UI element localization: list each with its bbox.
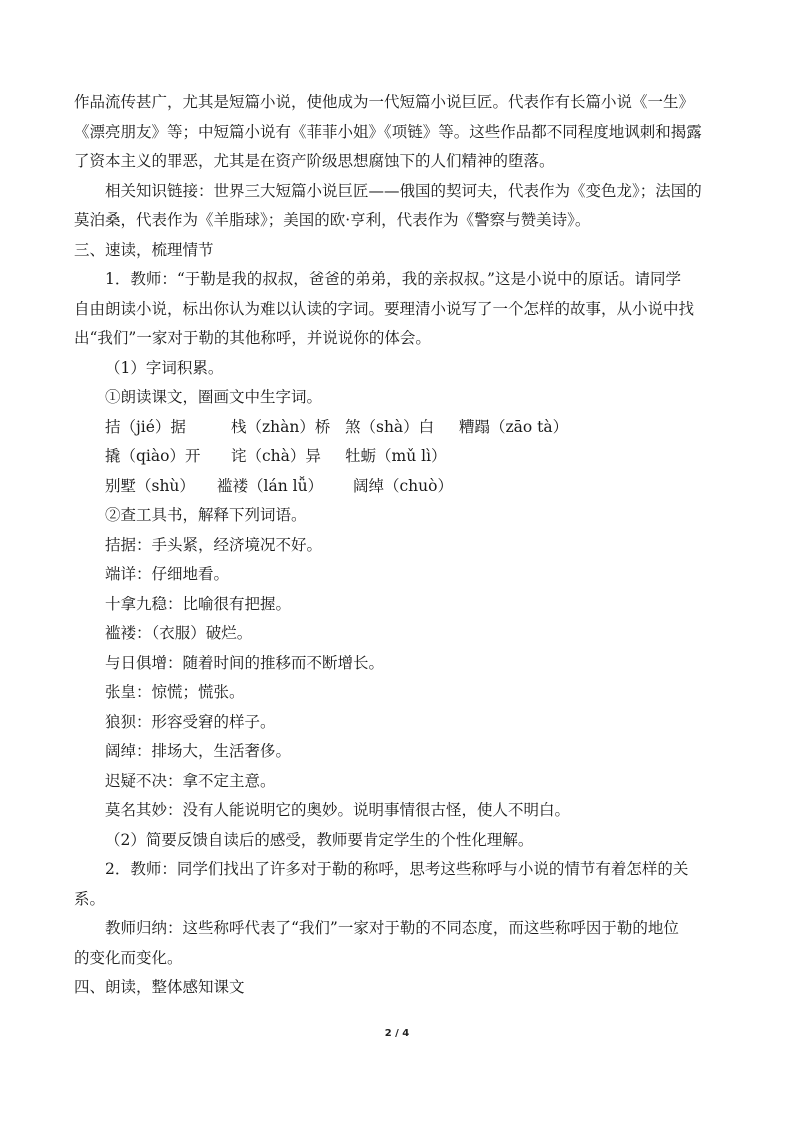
- paragraph-line: （2）简要反馈自读后的感受，教师要肯定学生的个性化理解。: [105, 830, 534, 849]
- vocab-item: 煞（shà）白: [345, 417, 435, 436]
- definition-line: 阔绰：排场大，生活奢侈。: [105, 742, 292, 760]
- vocab-row: [74, 442, 720, 472]
- paragraph-line: 2．教师：同学们找出了许多对于勒的称呼，思考这些称呼与小说的情节有着怎样的关: [105, 860, 689, 878]
- section-heading: 三、速读，梳理情节: [74, 240, 214, 259]
- vocab-item: 栈（zhàn）桥: [231, 417, 331, 436]
- paragraph-line: 《漂亮朋友》等；中短篇小说有《菲菲小姐》《项链》等。这些作品都不同程度地讽刺和揭露: [74, 122, 702, 141]
- paragraph-line: 相关知识链接：世界三大短篇小说巨匠——俄国的契诃夫，代表作为《变色龙》；法国的: [105, 181, 702, 200]
- paragraph-line: ②查工具书，解释下列词语。: [105, 506, 307, 524]
- vocab-item: 糟蹋（zāo tà）: [459, 417, 569, 436]
- vocab-row: [74, 413, 720, 443]
- definition-line: 迟疑不决：拿不定主意。: [105, 771, 276, 790]
- vocab-item: 褴褛（lán lǚ）: [217, 476, 324, 495]
- paragraph-line: 出“我们”一家对于勒的其他称呼，并说说你的体会。: [74, 329, 431, 347]
- paragraph-line: 了资本主义的罪恶，尤其是在资产阶级思想腐蚀下的人们精神的堕落。: [74, 152, 555, 170]
- subheading: （1）字词积累。: [105, 358, 224, 377]
- paragraph-line: 系。: [74, 889, 106, 908]
- paragraph-line: 作品流传甚广，尤其是短篇小说，使他成为一代短篇小说巨匠。代表作有长篇小说《一生》: [74, 93, 695, 111]
- definition-line: 褴褛：（衣服）破烂。: [105, 624, 253, 642]
- vocab-row: [74, 472, 720, 502]
- definition-line: 十拿九稳：比喻很有把握。: [105, 594, 292, 613]
- paragraph-line: 莫泊桑，代表作为《羊脂球》；美国的欧·亨利，代表作为《警察与赞美诗》。: [74, 211, 591, 229]
- page-number: 2 / 4: [384, 1028, 410, 1039]
- definition-line: 张皇：惊慌；慌张。: [105, 683, 245, 701]
- paragraph-line: 教师归纳：这些称呼代表了“我们”一家对于勒的不同态度，而这些称呼因于勒的地位: [105, 919, 679, 937]
- definition-line: 莫名其妙：没有人能说明它的奥妙。说明事情很古怪，使人不明白。: [105, 801, 571, 819]
- vocab-item: 阔绰（chuò）: [353, 476, 453, 495]
- section-heading: 四、朗读，整体感知课文: [74, 978, 245, 996]
- paragraph-line: 的变化而变化。: [74, 948, 183, 967]
- vocab-item: 撬（qiào）开: [105, 447, 201, 465]
- vocab-item: 拮（jié）据: [105, 417, 186, 436]
- definition-line: 与日俱增：随着时间的推移而不断增长。: [105, 653, 385, 672]
- paragraph-line: 自由朗读小说，标出你认为难以认读的字词。要理清小说写了一个怎样的故事，从小说中找: [74, 299, 695, 318]
- document-body: [74, 88, 720, 1003]
- vocab-item: 诧（chà）异: [231, 447, 321, 465]
- definition-line: 拮据：手头紧，经济境况不好。: [105, 535, 323, 554]
- vocab-item: 别墅（shù）: [105, 476, 195, 495]
- definition-line: 狼狈：形容受窘的样子。: [105, 712, 276, 731]
- definition-line: 端详：仔细地看。: [105, 565, 230, 583]
- paragraph-line: ①朗读课文，圈画文中生字词。: [105, 388, 323, 406]
- vocab-item: 牡蛎（mǔ lì）: [345, 447, 447, 465]
- paragraph-line: 1．教师：“于勒是我的叔叔，爸爸的弟弟，我的亲叔叔。”这是小说中的原话。请同学: [105, 270, 681, 288]
